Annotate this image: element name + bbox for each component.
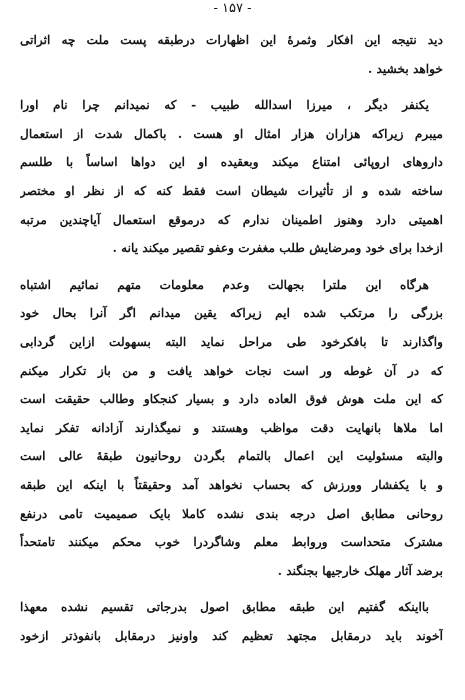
text-line: هرگاه این ملترا بجهالت وعدم معلومات متهم نمائیم اشتباه bbox=[20, 277, 429, 292]
text-line: آخوند باید درمقابل مجتهد تعظیم کند واونیز درمقابل بانفوذتر ازخود bbox=[20, 628, 443, 643]
text-line: ازخدا برای خود ومرضایش طلب مغفرت وعفو تقصیر میکند یانه . bbox=[112, 241, 443, 256]
text-body bbox=[20, 26, 443, 658]
text-line: والبته مسئولیت این اعمال بالتمام بگردن روحانیون طبقهٔ عالی است bbox=[20, 449, 443, 464]
text-line: داروهای اروپائی امتناع میکند وبعقیده او این دواها اساساً با طلسم bbox=[20, 155, 443, 170]
text-line: مشترک متحداست وروابط معلم وشاگردرا خوب محکم میکنند تامتحداً bbox=[20, 535, 443, 550]
text-line: دید نتیجه این افکار وثمرهٔ این اظهارات درطبقه پست ملت چه اثراتی bbox=[20, 33, 443, 47]
text-line: میبرم زیراکه هزاران هزار امثال او هست . باکمال شدت از استعمال bbox=[20, 126, 443, 141]
paragraph-2 bbox=[20, 91, 443, 263]
text-line: ساخته شده و از تأثیرات شیطان است فقط کنه که از نظر او مختصر bbox=[20, 183, 443, 198]
text-line: برضد آثار مهلک خارجیها بجنگند . bbox=[277, 563, 443, 578]
text-line: یکنفر دیگر ، میرزا اسدالله طبیب - که نمیدانم چرا نام اورا bbox=[20, 98, 429, 113]
text-line: خواهد بخشید . bbox=[368, 61, 443, 76]
text-line: اهمیتی دارد وهنوز اطمینان ندارم که درموقع استعمال آیاچندین مرتبه bbox=[20, 212, 443, 227]
text-line: که این ملت هوش فوق العاده دارد و بسیار کنجکاو وطالب حقیقت است bbox=[20, 392, 443, 407]
paragraph-4 bbox=[20, 593, 443, 650]
page-number: - ۱۵۷ - bbox=[213, 1, 252, 16]
text-line: بااینکه گفتیم این طبقه مطابق اصول بدرجاتی تقسیم نشده معهذا bbox=[20, 600, 429, 615]
paragraph-1 bbox=[20, 26, 443, 83]
text-line: روحانی مطابق اصل درجه بندی نشده کاملا بایک صمیمیت تامی درنفع bbox=[20, 506, 443, 521]
text-line: واگذارند تا بافکرخود طی مراحل نماید البته بسهولت ازاین گردابی bbox=[20, 334, 443, 349]
text-line: اما ملاها بانهایت دقت مواظب وهستند و نمیگذارند آزادانه تفکر نماید bbox=[20, 420, 443, 435]
text-line: که در آن غوطه ور است نجات خواهد یافت و من باز تکرار میکنم bbox=[20, 363, 443, 378]
paragraph-3 bbox=[20, 271, 443, 586]
text-line: بزرگی را مرتکب شده ایم زیراکه یقین میدانم اگر آنرا بحال خود bbox=[20, 306, 443, 321]
text-line: و با یکفشار وورزش که بحساب نخواهد آمد وحقیقتاً با اینکه این طبقه bbox=[20, 477, 443, 492]
